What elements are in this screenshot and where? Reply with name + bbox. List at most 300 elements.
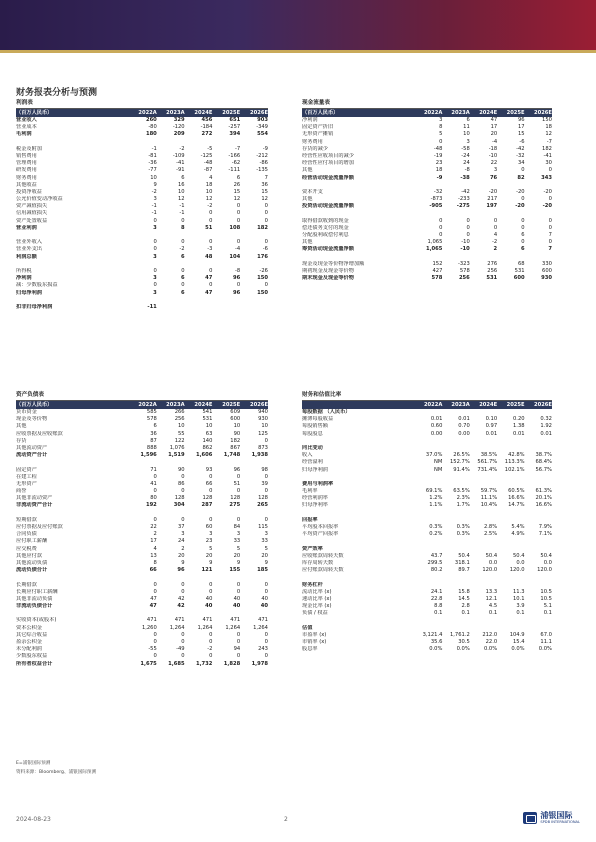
cell-value [470, 445, 497, 452]
row-label: 应收账款周转天数 [302, 552, 344, 559]
cell-value: 0.60 [430, 423, 443, 430]
cell-value: 121 [201, 567, 213, 574]
table-row [16, 246, 268, 253]
cell-value: 38.5% [480, 452, 498, 459]
cell-value: 90 [233, 430, 241, 437]
cell-value: 318.1 [454, 559, 470, 566]
cell-value: 50.4 [458, 552, 470, 559]
cell-value: 0 [181, 473, 185, 480]
cell-value: 2 [181, 545, 185, 552]
cell-value: -10 [488, 152, 498, 159]
cell-value [525, 445, 552, 452]
cell-value: 3 [181, 531, 185, 538]
table-header [302, 109, 552, 117]
cell-value: 38.7% [535, 452, 552, 459]
row-label: 管理费用 [16, 160, 37, 167]
cell-value: 20.1% [535, 495, 552, 502]
cell-value [415, 210, 442, 217]
table-row [16, 488, 268, 495]
cell-value: 33 [233, 538, 241, 545]
row-label: 无形资产 [16, 480, 37, 487]
year-header: 2022A [423, 110, 443, 116]
cell-value: 0 [209, 473, 213, 480]
cell-value: 456 [201, 117, 213, 123]
table-row [16, 160, 268, 167]
cell-value: 600 [513, 275, 525, 282]
cell-value: 7 [264, 174, 268, 181]
cell-value [525, 210, 552, 217]
table-row [16, 546, 268, 553]
cell-value: 1,685 [168, 660, 185, 667]
table-row [16, 553, 268, 560]
cell-value: 0 [236, 473, 241, 480]
table-row [16, 210, 268, 217]
cell-value: 12.1 [485, 595, 498, 602]
cell-value: 600 [542, 267, 552, 274]
table-row [16, 510, 268, 517]
cell-value: 0.01 [458, 416, 470, 423]
cell-value: 140 [202, 437, 213, 444]
cell-value: 12 [233, 196, 241, 203]
table-row [302, 232, 552, 239]
cell-value: 34 [517, 160, 525, 167]
table-row [16, 153, 268, 160]
row-label [16, 574, 129, 581]
cell-value: 0 [236, 653, 241, 660]
table-row [302, 474, 552, 481]
cell-value: -9 [436, 174, 443, 181]
cell-value: 0 [209, 210, 213, 217]
cell-value: 2 [493, 246, 498, 253]
table-row [302, 239, 552, 246]
cell-value: 68 [517, 260, 525, 267]
table-row [16, 409, 268, 416]
cell-value: 10 [233, 423, 241, 430]
cell-value: 554 [257, 131, 268, 138]
row-label: 未分配利润 [16, 646, 42, 653]
footer-date: 2024-08-23 [16, 816, 51, 823]
cell-value: 578 [146, 416, 157, 423]
cell-value: 155 [229, 567, 241, 574]
row-label: 其他 [302, 239, 313, 246]
cell-value [415, 438, 442, 445]
table-row [16, 282, 268, 289]
row-label: 现金及现金等价物净增加额 [302, 260, 365, 267]
row-label [16, 610, 129, 617]
table-row [302, 632, 552, 639]
cell-value: 0.0% [538, 646, 552, 653]
cell-value: 0 [521, 239, 525, 246]
cell-value: -48 [433, 145, 443, 152]
cell-value: 122 [174, 437, 185, 444]
table-row [16, 474, 268, 481]
cell-value: 3 [466, 138, 470, 145]
row-label: 其他流动资产 [16, 444, 48, 451]
cell-value: 0.01 [513, 430, 525, 437]
cell-value: 0.01 [540, 430, 552, 437]
cell-value: 86 [177, 480, 185, 487]
row-label: 期末现金及现金等价物 [302, 275, 354, 282]
cell-value [415, 617, 442, 624]
cell-value [415, 510, 442, 517]
row-label: 经营利润率 [302, 495, 328, 502]
cell-value: -20 [543, 188, 552, 195]
cell-value: 47 [149, 603, 157, 610]
row-label: 其他非流动负债 [16, 595, 53, 602]
cell-value: 150 [257, 275, 268, 282]
cell-value: -2 [207, 203, 213, 210]
cell-value: 96 [517, 117, 525, 123]
cell-value: 2.5% [483, 531, 498, 538]
cell-value: 1,264 [169, 624, 185, 631]
cell-value: 1,978 [251, 660, 268, 667]
table-row [302, 582, 552, 589]
cell-value: -135 [256, 167, 268, 174]
cell-value [185, 574, 213, 581]
cell-value: 40 [233, 595, 241, 602]
cell-value: 1,828 [223, 660, 241, 667]
cell-value: 182 [257, 224, 268, 231]
row-label: 在建工程 [16, 473, 37, 480]
cell-value: 16.6% [508, 495, 525, 502]
cell-value: 0 [209, 588, 213, 595]
cell-value: 0.00 [430, 430, 443, 437]
table-title: 现金流量表 [302, 100, 552, 109]
cell-value [497, 538, 524, 545]
table-row [16, 639, 268, 646]
table-row [302, 531, 552, 538]
row-label [16, 261, 129, 268]
cell-value: 0.0 [516, 559, 525, 566]
cell-value: 1.92 [540, 423, 552, 430]
row-label: 营业收入 [16, 117, 37, 123]
cell-value: 0 [153, 267, 157, 274]
cell-value: 9 [236, 559, 241, 566]
cell-value: 0.1 [543, 610, 552, 617]
cell-value: 17 [490, 124, 498, 131]
cell-value [185, 139, 213, 146]
table-row [302, 459, 552, 466]
cell-value: 40 [205, 595, 213, 602]
row-label: 速动比率 (x) [302, 595, 332, 602]
cell-value: -212 [256, 152, 268, 159]
cell-value: 2.3% [456, 495, 470, 502]
cell-value: 0 [264, 210, 268, 217]
row-label: 取得借款收到的现金 [302, 217, 349, 224]
cell-value: 10.5 [540, 588, 552, 595]
row-label: 其他 [302, 167, 313, 174]
cell-value: 18 [545, 124, 552, 131]
cell-value: 0 [264, 631, 268, 638]
row-label [302, 438, 415, 445]
cell-value [240, 261, 268, 268]
table-row [16, 239, 268, 246]
cell-value: 0 [209, 581, 213, 588]
cell-value [470, 617, 497, 624]
cell-value: 0 [153, 516, 157, 523]
cell-value: 578 [459, 267, 470, 274]
table-row [16, 582, 268, 589]
cell-value [415, 481, 442, 488]
table-row [16, 275, 268, 282]
cell-value: 4 [153, 545, 157, 552]
cell-value: -20 [515, 203, 525, 210]
cell-value: 182 [542, 145, 552, 152]
cell-value: 84 [233, 524, 241, 530]
cell-value: 0.1 [461, 610, 470, 617]
cell-value [442, 574, 469, 581]
row-label: 资产效率 [302, 545, 323, 552]
cell-value: 1.1% [429, 502, 443, 509]
cell-value [157, 574, 185, 581]
table-row [16, 653, 268, 660]
table-row [302, 167, 552, 174]
row-label: 信用减值损失 [16, 210, 48, 217]
cell-value: 128 [258, 495, 268, 502]
cell-value: 120.0 [537, 567, 552, 574]
row-label: 少数股东权益 [16, 653, 48, 660]
cell-value: 22.0 [485, 639, 498, 645]
cell-value: 94 [233, 646, 241, 653]
year-header: 2024E [194, 402, 213, 408]
cell-value: 0 [236, 631, 241, 638]
cell-value: -2 [207, 646, 213, 653]
row-label [302, 254, 415, 261]
balance-sheet-table [16, 392, 268, 668]
cell-value: 609 [230, 409, 241, 415]
cell-value: 96 [232, 275, 241, 282]
cell-value: 47 [150, 595, 157, 602]
cell-value [470, 510, 497, 517]
row-label: 营业外支出 [16, 246, 42, 253]
cell-value: 471 [174, 617, 185, 624]
row-label: 每股股息 [302, 430, 323, 437]
cell-value [442, 438, 469, 445]
table-row [302, 225, 552, 232]
cell-value [157, 297, 185, 304]
cell-value: 578 [431, 275, 443, 282]
cell-value: 26 [233, 181, 241, 188]
cell-value: -38 [460, 174, 470, 181]
cell-value: 6 [466, 117, 470, 123]
cell-value: 531 [202, 416, 213, 423]
cell-value: 3,121.4 [422, 631, 443, 638]
table-row [302, 261, 552, 268]
cell-value: 394 [229, 131, 241, 138]
cell-value [525, 574, 552, 581]
cell-value: 0 [209, 631, 213, 638]
row-label: 偿还债务支付的现金 [302, 224, 349, 231]
cell-value [185, 510, 213, 517]
cell-value: 6 [181, 174, 185, 181]
table-row [302, 246, 552, 253]
cell-value [157, 510, 185, 517]
table-header [16, 109, 268, 117]
cell-value [470, 182, 497, 189]
cell-value: 0 [236, 239, 241, 246]
cell-value: 102.1% [504, 466, 525, 473]
cell-value [442, 546, 469, 553]
cell-value: 16.6% [535, 502, 552, 509]
logo-icon [523, 812, 537, 824]
cell-value: -48 [203, 160, 213, 167]
table-row [302, 218, 552, 225]
cell-value: 0 [521, 167, 525, 174]
table-row [302, 117, 552, 124]
cell-value [470, 582, 497, 589]
year-header: 2026E [250, 110, 268, 116]
row-label: 财务杠杆 [302, 581, 323, 588]
cell-value: 9 [181, 559, 185, 566]
table-row [16, 589, 268, 596]
row-label: 销售费用 [16, 152, 37, 159]
cell-value: 14.5 [458, 595, 470, 602]
cell-value [157, 304, 185, 311]
cell-value: 0 [181, 488, 185, 495]
row-label [302, 474, 415, 481]
table-row [302, 275, 552, 282]
table-row [16, 625, 268, 632]
cell-value: 0.3% [429, 524, 443, 530]
cell-value: 256 [487, 267, 498, 274]
cell-value: 3 [209, 531, 213, 538]
cell-value: 13 [150, 552, 157, 559]
cell-value [185, 297, 213, 304]
table-row [16, 146, 268, 153]
cell-value: 40 [205, 603, 213, 610]
cell-value [157, 610, 185, 617]
table-row [16, 232, 268, 239]
cell-value: -257 [228, 124, 241, 131]
cell-value [129, 510, 157, 517]
cell-value [525, 438, 552, 445]
cell-value: 260 [145, 117, 157, 123]
note-estimate: E=浦银国际预测 [16, 761, 51, 766]
cell-value: -125 [200, 152, 213, 159]
cell-value: 0 [153, 217, 157, 224]
cell-value: -905 [429, 203, 443, 210]
cell-value: -86 [259, 160, 268, 167]
cell-value: 15 [233, 188, 241, 195]
cell-value: 96 [232, 289, 241, 296]
row-label: 平均资产回报率 [302, 531, 339, 538]
year-header: 2022A [138, 110, 157, 116]
logo-subtext: SPDB INTERNATIONAL [540, 820, 580, 824]
cell-value: 30 [545, 160, 552, 167]
cell-value: 0 [153, 282, 157, 289]
cell-value: 0 [466, 232, 470, 238]
cell-value: 1,065 [425, 246, 443, 253]
cell-value: -8 [464, 167, 470, 174]
row-label [302, 510, 415, 517]
cell-value [497, 474, 524, 481]
cell-value: 17 [517, 124, 525, 131]
cell-value [212, 510, 240, 517]
row-label: 应收票据及应收账款 [16, 430, 63, 437]
cell-value: 0 [181, 639, 185, 645]
cell-value [497, 517, 524, 524]
cell-value: 15 [517, 131, 525, 138]
cell-value [442, 510, 469, 517]
cell-value: 13.3 [485, 588, 498, 595]
cell-value: 3 [236, 531, 241, 538]
table-row [16, 445, 268, 452]
table-row [302, 124, 552, 131]
cell-value [525, 409, 552, 416]
cell-value: 104.9 [509, 631, 525, 638]
cell-value: -2 [179, 246, 185, 253]
cell-value: 0.97 [485, 423, 498, 430]
cell-value: 42 [177, 595, 185, 602]
cell-value: 0.3% [456, 531, 470, 538]
cell-value: 0.00 [458, 430, 470, 437]
cell-value: 3.9 [516, 603, 525, 610]
table-row [302, 560, 552, 567]
cell-value: -49 [176, 646, 185, 653]
row-label: 流动资产合计 [16, 452, 48, 459]
cell-value: 113.3% [504, 459, 525, 466]
unit-label: （百万人民币） [302, 110, 339, 116]
cell-value: 60 [205, 524, 213, 530]
cell-value: 0 [548, 217, 552, 224]
cell-value: 940 [258, 409, 268, 415]
row-label: 平均股本回报率 [302, 524, 339, 530]
cell-value [525, 182, 552, 189]
table-row [302, 603, 552, 610]
cell-value: -32 [516, 152, 525, 159]
cell-value [212, 610, 240, 617]
table-row [302, 268, 552, 275]
cell-value: 39 [261, 480, 268, 487]
row-label: 其他收益 [16, 181, 37, 188]
table-row [16, 268, 268, 275]
cell-value: 1,260 [141, 624, 157, 631]
cell-value [442, 517, 469, 524]
table-row [16, 196, 268, 203]
cell-value: -184 [200, 124, 213, 131]
cell-value: 0 [264, 437, 268, 444]
cell-value: 176 [257, 253, 268, 260]
cell-value [497, 574, 524, 581]
cell-value [212, 232, 240, 239]
cell-value: -10 [461, 239, 470, 246]
cell-value: 0 [209, 282, 213, 289]
cell-value: -2 [151, 188, 157, 195]
cell-value [415, 254, 442, 261]
cell-value [442, 254, 469, 261]
cell-value: 4 [493, 232, 498, 238]
cell-value: 2.8% [483, 524, 498, 530]
cell-value: 20 [233, 552, 241, 559]
table-title: 利润表 [16, 100, 268, 109]
cell-value: -109 [172, 152, 185, 159]
table-row [16, 632, 268, 639]
cell-value: 0 [264, 282, 268, 289]
cell-value: 182 [230, 437, 241, 444]
row-label: 其它综合收益 [16, 631, 48, 638]
row-label: 盈余公积金 [16, 639, 42, 645]
cell-value [415, 574, 442, 581]
cell-value: 0.1 [434, 610, 443, 617]
cell-value: 18 [435, 167, 443, 174]
table-row [16, 297, 268, 304]
row-label: 存货的减少 [302, 145, 328, 152]
cell-value: 6 [180, 253, 185, 260]
cell-value [442, 474, 469, 481]
cell-value: 1,519 [168, 452, 185, 459]
row-label: 无形资产摊销 [302, 131, 334, 138]
cell-value: 23 [205, 538, 213, 545]
